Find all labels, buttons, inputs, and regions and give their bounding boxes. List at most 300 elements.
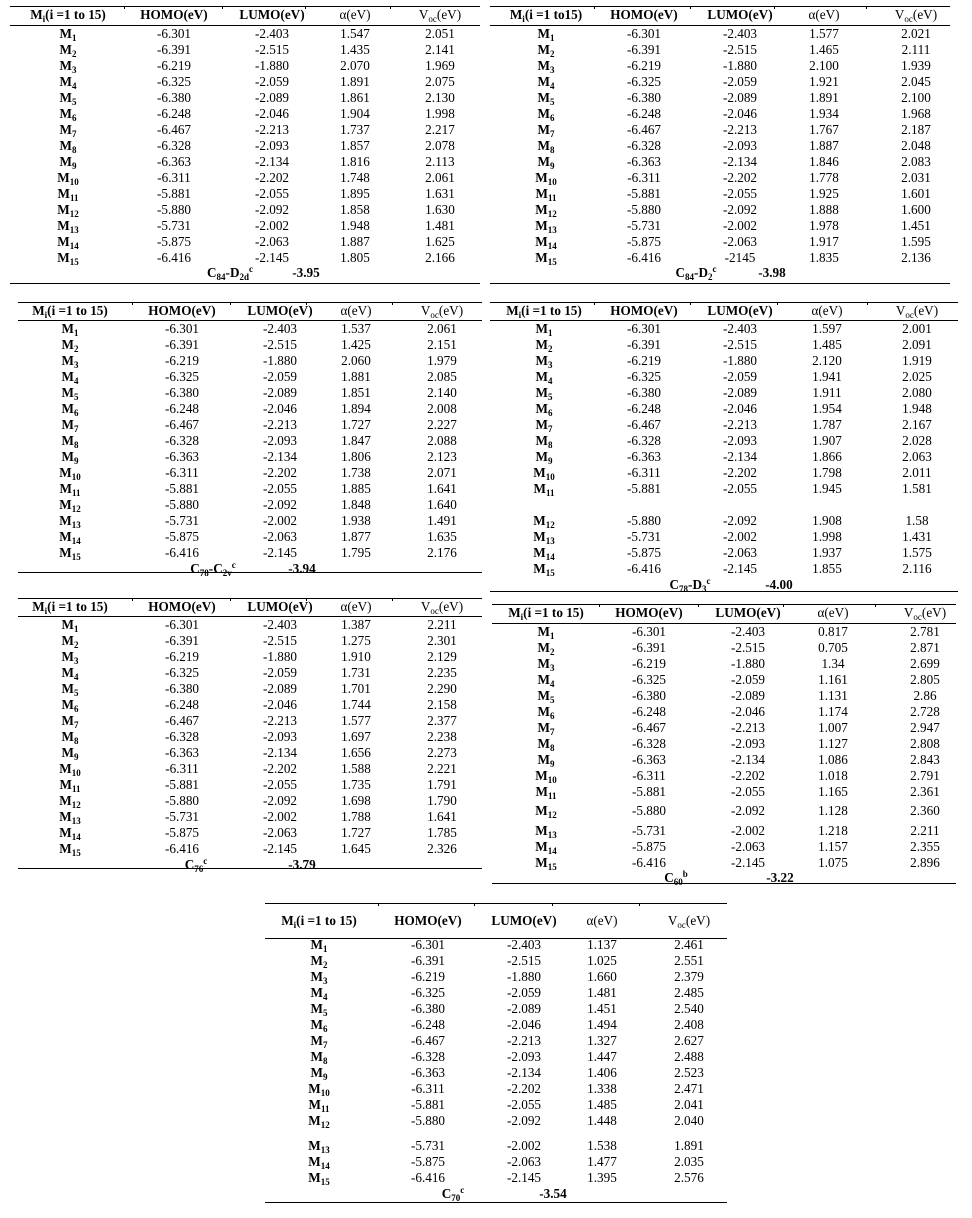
voc-value: 2.063: [902, 449, 932, 464]
molecule-label: [486, 823, 606, 839]
homo-value: -6.301: [164, 321, 200, 336]
homo-value: -6.248: [626, 401, 662, 416]
voc-value: 1.790: [427, 793, 457, 808]
voc-value: 1.998: [425, 106, 455, 121]
voc-value: 2.273: [427, 745, 457, 760]
alpha-value: 1.157: [818, 839, 848, 854]
voc-value: 2.151: [427, 337, 457, 352]
table-row: [265, 937, 727, 953]
lumo-value: -2.515: [506, 953, 542, 968]
table-row: [265, 953, 727, 969]
homo-value: -6.301: [156, 26, 192, 41]
molecule-name: M: [535, 855, 548, 870]
homo-value: -6.416: [164, 545, 200, 560]
molecule-name: M: [61, 401, 74, 416]
table-c78-c2v: [18, 302, 482, 578]
header-lumo: LUMO(eV): [715, 605, 781, 620]
table-row: [18, 369, 482, 385]
molecule-index: 2: [71, 49, 77, 59]
voc-value: 2.083: [901, 154, 931, 169]
lumo-value: -2.202: [262, 465, 298, 480]
lumo-value: -2.213: [262, 713, 298, 728]
molecule-label: [259, 937, 379, 953]
molecule-index: 1: [73, 328, 79, 338]
header-label-sub: i: [44, 310, 48, 320]
header-homo: HOMO(eV): [394, 913, 462, 928]
table-row: [492, 768, 956, 784]
table-header-row: [18, 599, 482, 615]
voc-value: 1.948: [902, 401, 932, 416]
molecule-name: M: [537, 736, 550, 751]
molecule-name: M: [310, 985, 323, 1000]
voc-value: 2.211: [427, 617, 457, 632]
voc-value: 2.627: [674, 1033, 704, 1048]
molecule-label: [486, 803, 606, 819]
molecule-name: M: [61, 385, 74, 400]
lumo-value: -2.002: [262, 513, 298, 528]
alpha-value: 1.857: [340, 138, 370, 153]
header-alpha: α(eV): [586, 913, 618, 928]
homo-value: -6.311: [627, 465, 661, 480]
molecule-name: M: [57, 170, 70, 185]
molecule-index: 9: [73, 456, 79, 466]
molecule-index: 11: [547, 193, 557, 203]
homo-value: -6.248: [631, 704, 667, 719]
voc-value: 2.140: [427, 385, 457, 400]
table-row: [18, 433, 482, 449]
header-label-sub: i: [42, 14, 46, 24]
alpha-value: 1.881: [341, 369, 371, 384]
molecule-name: M: [533, 481, 546, 496]
molecule-name: M: [310, 937, 323, 952]
lumo-value: -1.880: [730, 656, 766, 671]
table-row: [18, 809, 482, 825]
alpha-value: 1.921: [809, 74, 839, 89]
voc-value: 2.085: [427, 369, 457, 384]
molecule-name: M: [61, 697, 74, 712]
table-bottom-rule: [265, 1202, 727, 1203]
molecule-name: M: [59, 58, 72, 73]
homo-value: -5.731: [156, 218, 192, 233]
header-molecule-label: [8, 7, 128, 23]
alpha-value: 1.275: [341, 633, 371, 648]
molecule-label: [486, 624, 606, 640]
homo-value: -6.391: [156, 42, 192, 57]
molecule-index: 15: [71, 848, 81, 858]
lumo-value: -2.055: [722, 186, 758, 201]
homo-value: -6.325: [626, 74, 662, 89]
alpha-value: 1.767: [809, 122, 839, 137]
lumo-value: -2.202: [722, 465, 758, 480]
table-row: [490, 433, 958, 449]
molecule-label: [259, 985, 379, 1001]
table-row: [492, 839, 956, 855]
homo-value: -6.328: [410, 1049, 446, 1064]
lumo-value: -2.093: [262, 433, 298, 448]
molecule-label: [259, 1170, 379, 1186]
voc-value: 2.471: [674, 1081, 704, 1096]
molecule-name: M: [59, 42, 72, 57]
molecule-index: 2: [322, 960, 328, 970]
lumo-value: -2.063: [254, 234, 290, 249]
voc-value: 2.843: [910, 752, 940, 767]
alpha-value: 1.925: [809, 186, 839, 201]
lumo-value: -2.063: [730, 839, 766, 854]
alpha-value: 1.465: [809, 42, 839, 57]
homo-value: -6.311: [411, 1081, 445, 1096]
molecule-index: 12: [320, 1120, 330, 1130]
voc-value: 2.871: [910, 640, 940, 655]
alpha-value: 2.060: [341, 353, 371, 368]
voc-value: 2.540: [674, 1001, 704, 1016]
molecule-label: [8, 58, 128, 74]
molecule-index: 4: [73, 376, 79, 386]
voc-value: 1.481: [425, 218, 455, 233]
homo-value: -6.311: [165, 761, 199, 776]
header-voc-main: V: [903, 605, 914, 620]
table-row: [490, 170, 950, 186]
molecule-label: [8, 250, 128, 266]
lumo-value: -2.063: [722, 234, 758, 249]
voc-value: 2.035: [674, 1154, 704, 1169]
molecule-label: [486, 784, 606, 800]
homo-value: -6.248: [164, 401, 200, 416]
table-row: [492, 624, 956, 640]
table-bottom-rule: [492, 883, 956, 884]
table-bottom-rule: [18, 572, 482, 573]
lumo-value: -2.055: [722, 481, 758, 496]
acceptor-sub2: 3: [701, 584, 707, 594]
table-row: [10, 26, 480, 42]
molecule-index: 14: [545, 552, 555, 562]
molecule-index: 13: [71, 816, 81, 826]
alpha-value: 2.070: [340, 58, 370, 73]
alpha-value: 1.218: [818, 823, 848, 838]
voc-value: 2.051: [425, 26, 455, 41]
table-bottom-rule: [10, 283, 480, 284]
acceptor-lumo-value: -3.79: [288, 857, 316, 872]
voc-value: 2.116: [902, 561, 932, 576]
molecule-index: 15: [69, 257, 79, 267]
lumo-value: -2.059: [722, 74, 758, 89]
molecule-index: 3: [547, 360, 553, 370]
voc-value: 2.011: [902, 465, 932, 480]
molecule-name: M: [535, 234, 548, 249]
alpha-value: 1.911: [812, 385, 842, 400]
lumo-value: -2.515: [722, 337, 758, 352]
lumo-value: -2.063: [722, 545, 758, 560]
molecule-index: 9: [547, 456, 553, 466]
acceptor-footnote-mark: c: [248, 264, 253, 274]
voc-value: 1.575: [902, 545, 932, 560]
molecule-index: 13: [547, 830, 557, 840]
molecule-name: M: [61, 433, 74, 448]
molecule-index: 12: [547, 209, 557, 219]
homo-value: -6.328: [164, 729, 200, 744]
table-row: [18, 745, 482, 761]
molecule-name: M: [535, 202, 548, 217]
molecule-index: 4: [322, 992, 328, 1002]
molecule-index: 1: [547, 328, 553, 338]
molecule-label: [10, 321, 130, 337]
lumo-value: -2.134: [722, 154, 758, 169]
table-row: [18, 713, 482, 729]
table-row: [265, 1170, 727, 1186]
molecule-index: 9: [549, 759, 555, 769]
table-header-row: [265, 913, 727, 929]
molecule-index: 10: [71, 472, 81, 482]
lumo-value: -2.092: [262, 497, 298, 512]
table-row: [490, 561, 958, 577]
header-voc-sub: oc: [905, 310, 914, 320]
acceptor-footnote-mark: b: [682, 869, 688, 879]
table-row: [10, 90, 480, 106]
table-row: [18, 761, 482, 777]
molecule-name: M: [537, 90, 550, 105]
molecule-name: M: [310, 1065, 323, 1080]
molecule-index: 9: [71, 161, 77, 171]
acceptor-sub: 70: [451, 1193, 461, 1203]
lumo-value: -2.002: [262, 809, 298, 824]
table-row: [265, 1017, 727, 1033]
lumo-value: -2.089: [262, 385, 298, 400]
molecule-name: M: [537, 688, 550, 703]
alpha-value: 1.448: [587, 1113, 617, 1128]
molecule-name: M: [535, 401, 548, 416]
molecule-label: [259, 1033, 379, 1049]
table-row: [265, 1081, 727, 1097]
molecule-name: M: [59, 761, 72, 776]
voc-value: 2.461: [674, 937, 704, 952]
header-voc-rest: (eV): [438, 599, 464, 614]
alpha-value: 1.737: [340, 122, 370, 137]
homo-value: -5.875: [156, 234, 192, 249]
alpha-value: 1.806: [341, 449, 371, 464]
homo-value: -6.219: [631, 656, 667, 671]
homo-value: -6.219: [626, 353, 662, 368]
molecule-label: [259, 969, 379, 985]
voc-value: 2.377: [427, 713, 457, 728]
voc-value: 1.891: [674, 1138, 704, 1153]
molecule-name: M: [61, 633, 74, 648]
table-row: [490, 353, 958, 369]
molecule-label: [10, 713, 130, 729]
molecule-name: M: [535, 186, 548, 201]
alpha-value: 1.978: [809, 218, 839, 233]
acceptor-footer-row: [265, 1186, 727, 1202]
header-label-sub: i: [518, 310, 522, 320]
lumo-value: -2.055: [506, 1097, 542, 1112]
molecule-name: M: [59, 74, 72, 89]
alpha-value: 1.485: [587, 1097, 617, 1112]
header-lumo: LUMO(eV): [707, 303, 773, 318]
table-header-row: [10, 7, 480, 23]
voc-value: 2.075: [425, 74, 455, 89]
header-voc-main: V: [420, 599, 431, 614]
alpha-value: 1.425: [341, 337, 371, 352]
lumo-value: -2.403: [262, 321, 298, 336]
molecule-name: M: [59, 825, 72, 840]
voc-value: 2.008: [427, 401, 457, 416]
table-row: [10, 74, 480, 90]
homo-value: -5.881: [626, 186, 662, 201]
molecule-index: 15: [320, 1177, 330, 1187]
alpha-value: 1.538: [587, 1138, 617, 1153]
molecule-label: [8, 90, 128, 106]
table-row: [10, 250, 480, 266]
table-bottom-rule: [490, 283, 950, 284]
homo-value: -6.363: [164, 449, 200, 464]
molecule-index: 13: [71, 520, 81, 530]
acceptor-mid: -C: [208, 561, 223, 576]
alpha-value: 1.738: [341, 465, 371, 480]
table-row: [490, 481, 958, 497]
voc-value: 2.485: [674, 985, 704, 1000]
molecule-label: [259, 1154, 379, 1170]
molecule-index: 14: [69, 241, 79, 251]
lumo-value: -2.202: [506, 1081, 542, 1096]
lumo-value: -2.059: [730, 672, 766, 687]
alpha-value: 1.908: [812, 513, 842, 528]
molecule-index: 1: [73, 624, 79, 634]
table-row: [18, 681, 482, 697]
header-voc-rest: (eV): [921, 605, 947, 620]
molecule-name: M: [61, 665, 74, 680]
alpha-value: 0.817: [818, 624, 848, 639]
voc-value: 2.136: [901, 250, 931, 265]
molecule-index: 3: [549, 663, 555, 673]
table-row: [490, 202, 950, 218]
homo-value: -6.301: [626, 26, 662, 41]
table-row: [10, 234, 480, 250]
molecule-index: 7: [549, 129, 555, 139]
molecule-index: 2: [73, 344, 79, 354]
lumo-value: -2.213: [506, 1033, 542, 1048]
table-row: [490, 122, 950, 138]
molecule-name: M: [537, 640, 550, 655]
lumo-value: -2.134: [730, 752, 766, 767]
alpha-value: 1.748: [340, 170, 370, 185]
molecule-index: 13: [545, 536, 555, 546]
molecule-label: [486, 855, 606, 871]
molecule-index: 2: [549, 647, 555, 657]
molecule-name: M: [533, 545, 546, 560]
acceptor-lumo-value: -3.22: [766, 870, 794, 885]
lumo-value: -2.093: [262, 729, 298, 744]
homo-value: -6.328: [156, 138, 192, 153]
lumo-value: -2.145: [254, 250, 290, 265]
table-row: [18, 353, 482, 369]
header-homo: HOMO(eV): [148, 303, 216, 318]
acceptor-footer-row: [10, 265, 480, 281]
alpha-value: 1.891: [809, 90, 839, 105]
alpha-value: 1.910: [341, 649, 371, 664]
molecule-index: 12: [545, 520, 555, 530]
table-row: [490, 186, 950, 202]
molecule-index: 7: [322, 1040, 328, 1050]
homo-value: -5.731: [164, 809, 200, 824]
voc-value: 2.211: [910, 823, 940, 838]
molecule-index: 8: [73, 440, 79, 450]
homo-value: -5.880: [626, 202, 662, 217]
molecule-label: [10, 745, 130, 761]
molecule-index: 11: [545, 488, 555, 498]
acceptor-name: [136, 857, 256, 873]
molecule-label: [259, 1097, 379, 1113]
header-voc: [857, 303, 972, 319]
header-voc-rest: (eV): [685, 913, 711, 928]
alpha-value: 1.778: [809, 170, 839, 185]
molecule-index: 10: [547, 177, 557, 187]
molecule-index: 2: [549, 49, 555, 59]
molecule-name: M: [61, 729, 74, 744]
molecule-name: M: [533, 513, 546, 528]
acceptor-sub2: 2v: [222, 568, 232, 578]
table-row: [18, 633, 482, 649]
header-voc-main: V: [418, 7, 429, 22]
alpha-value: 1.086: [818, 752, 848, 767]
molecule-label: [486, 672, 606, 688]
voc-value: 2.113: [425, 154, 455, 169]
alpha-value: 1.787: [812, 417, 842, 432]
alpha-value: 1.025: [587, 953, 617, 968]
molecule-name: M: [537, 720, 550, 735]
molecule-label: [10, 529, 130, 545]
voc-value: 1.451: [901, 218, 931, 233]
table-row: [492, 704, 956, 720]
header-label-rest: (i =1 to 15): [47, 599, 108, 614]
lumo-value: -1.880: [262, 649, 298, 664]
header-homo: HOMO(eV): [148, 599, 216, 614]
header-voc-sub: oc: [430, 606, 439, 616]
molecule-name: M: [310, 1001, 323, 1016]
voc-value: 2.167: [902, 417, 932, 432]
voc-value: 1.625: [425, 234, 455, 249]
alpha-value: 1.577: [809, 26, 839, 41]
molecule-label: [8, 170, 128, 186]
voc-value: 1.785: [427, 825, 457, 840]
alpha-value: 1.698: [341, 793, 371, 808]
table-row: [18, 385, 482, 401]
alpha-value: 1.577: [341, 713, 371, 728]
table-row: [18, 665, 482, 681]
homo-value: -5.880: [164, 497, 200, 512]
alpha-value: 1.588: [341, 761, 371, 776]
table-row: [10, 154, 480, 170]
alpha-value: 1.744: [341, 697, 371, 712]
alpha-value: 1.848: [341, 497, 371, 512]
header-homo: HOMO(eV): [610, 7, 678, 22]
homo-value: -5.731: [410, 1138, 446, 1153]
alpha-value: 1.727: [341, 825, 371, 840]
molecule-index: 9: [549, 161, 555, 171]
lumo-value: -2.134: [262, 449, 298, 464]
lumo-value: -2.093: [722, 433, 758, 448]
lumo-value: -2.403: [254, 26, 290, 41]
molecule-label: [10, 633, 130, 649]
voc-value: 1.919: [902, 353, 932, 368]
homo-value: -6.380: [164, 681, 200, 696]
molecule-index: 4: [549, 679, 555, 689]
molecule-label: [8, 26, 128, 42]
homo-value: -5.881: [626, 481, 662, 496]
molecule-name: M: [537, 624, 550, 639]
table-row: [10, 202, 480, 218]
voc-value: 2.129: [427, 649, 457, 664]
header-lumo: LUMO(eV): [239, 7, 305, 22]
alpha-value: 1.547: [340, 26, 370, 41]
molecule-index: 5: [549, 97, 555, 107]
